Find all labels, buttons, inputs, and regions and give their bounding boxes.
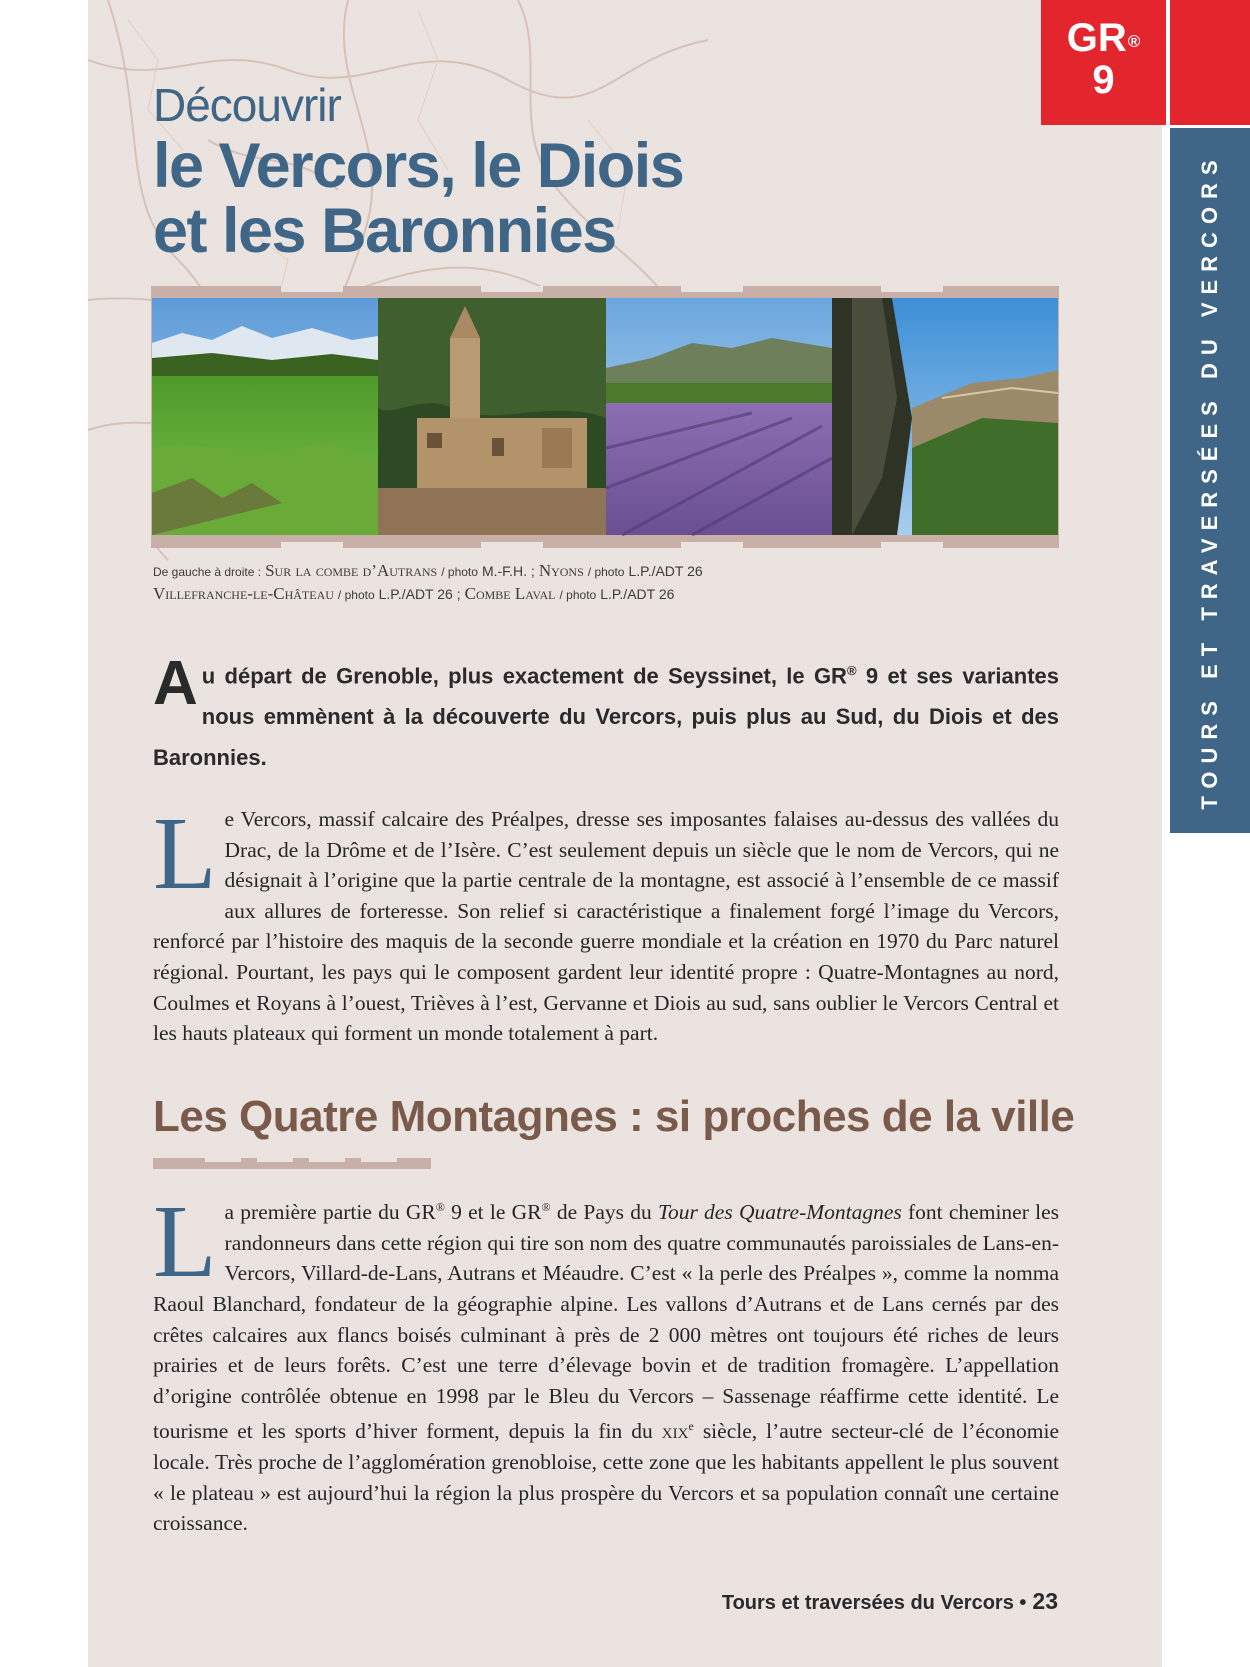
badge-gr: GR bbox=[1066, 16, 1127, 60]
caption-place-2: Nyons bbox=[538, 561, 584, 580]
photo-villefranche bbox=[606, 298, 832, 535]
caption-place-1: Sur la combe d’Autrans bbox=[265, 561, 438, 580]
paragraph2-italic-title: Tour des Quatre-Montagnes bbox=[657, 1200, 902, 1225]
footer-text: Tours et traversées du Vercors • bbox=[721, 1592, 1027, 1614]
paragraph2-text-b: 9 et le GR bbox=[444, 1200, 542, 1225]
caption-place-4: Combe Laval bbox=[464, 584, 556, 603]
title-line-2: et les Baronnies bbox=[153, 196, 616, 266]
paragraph2-text-e: siècle, l’autre secteur-clé de l’économie locale. Très proche de l’agglomération grenobloise, cette zone que les habitants appellent le plus souvent « le plateau » est aujourd’hui la région la plus prospère du Vercors et sa population connaît une certaine croissance. bbox=[153, 1419, 1059, 1536]
paragraph2-century: xix bbox=[661, 1419, 689, 1444]
paragraph-quatre-montagnes bbox=[153, 1184, 1059, 1539]
intro-registered: ® bbox=[846, 663, 857, 678]
caption-photo-label-3: / photo bbox=[337, 588, 375, 602]
paragraph2-text-c: de Pays du bbox=[550, 1200, 658, 1225]
section-rule bbox=[153, 1158, 431, 1169]
page-title bbox=[153, 131, 684, 266]
paragraph2-dropcap: L bbox=[153, 1184, 217, 1299]
intro-paragraph bbox=[153, 650, 1059, 778]
caption-photo-label-2: / photo bbox=[587, 565, 625, 579]
caption-photo-label-4: / photo bbox=[559, 588, 597, 602]
side-tab bbox=[1170, 128, 1250, 833]
title-kicker: Découvrir bbox=[153, 79, 341, 131]
section-heading-bold: Quatre Montagnes bbox=[239, 1092, 618, 1141]
section-heading-post: : si proches de la ville bbox=[617, 1092, 1075, 1141]
document-page bbox=[88, 0, 1222, 1667]
section-heading bbox=[153, 1092, 1074, 1142]
paragraph1-dropcap: L bbox=[153, 796, 217, 911]
photo-strip bbox=[152, 298, 1058, 535]
photo-combe-laval bbox=[832, 298, 1058, 535]
paragraph2-text-a: a première partie du GR bbox=[224, 1200, 436, 1225]
photo-caption bbox=[153, 560, 703, 606]
paragraph2-text-d: font cheminer les randonneurs dans cette région qui tire son nom des quatre communautés paroissiales de Lans-en-Vercors, Villard-de-Lans, Autrans et Méaudre. C’est « la perle des Préalpes », comme la nomma Raoul Blanchard, fondateur de la géographie alpine. Les vallons d’Autrans et de Lans cernés par des crêtes calcaires aux flancs boisés culminant à près de 2 000 mètres ont toujours été riches de leurs prairies et de leurs forêts. C’est une terre d’élevage bovin et de tradition fromagère. L’appellation d’origine contrôlée obtenue en 1998 par le Bleu du Vercors – Sassenage réaffirme cette identité. Le tourisme et les sports d’hiver forment, depuis la fin du bbox=[153, 1200, 1059, 1444]
caption-place-3: Villefranche-le-Château bbox=[153, 584, 334, 603]
title-line-1: le Vercors, le Diois bbox=[153, 131, 684, 201]
paragraph-vercors bbox=[153, 796, 1059, 1049]
paragraph2-registered-1: ® bbox=[435, 1200, 445, 1214]
page-footer bbox=[722, 1588, 1058, 1615]
photo-nyons bbox=[378, 298, 606, 535]
caption-intro: De gauche à droite : bbox=[153, 565, 262, 579]
gr9-badge bbox=[1041, 0, 1166, 125]
intro-text-1: u départ de Grenoble, plus exactement de Seyssinet, le GR bbox=[201, 663, 847, 689]
badge-registered: ® bbox=[1127, 32, 1141, 51]
paragraph2-century-sup: e bbox=[688, 1419, 694, 1434]
red-strip bbox=[1170, 0, 1250, 125]
caption-line-1 bbox=[153, 560, 703, 583]
caption-credit-3: L.P./ADT 26 ; bbox=[378, 586, 461, 602]
intro-dropcap: A bbox=[153, 649, 198, 718]
intro-text-2: 9 et ses variantes nous emmènent à la découverte du Vercors, puis plus au Sud, du Diois et des Baronnies. bbox=[153, 663, 1059, 771]
caption-credit-2: L.P./ADT 26 bbox=[628, 563, 703, 579]
section-heading-pre: Les bbox=[153, 1092, 240, 1141]
paragraph1-text: e Vercors, massif calcaire des Préalpes, dresse ses imposantes falaises au-dessus des vallées du Drac, de la Drôme et de l’Isère. C’est seulement depuis un siècle que le nom de Vercors, qui ne désignait à l’origine que la partie centrale de la montagne, est associé à l’ensemble de ce massif aux allures de forteresse. Son relief si caractéristique a finalement forgé l’image du Vercors, renforcé par l’histoire des maquis de la seconde guerre mondiale et la création en 1970 du Parc naturel régional. Pourtant, les pays qui le composent gardent leur identité propre : Quatre-Montagnes au nord, Coulmes et Royans à l’ouest, Trièves à l’est, Gervanne et Diois au sud, sans oublier le Vercors Central et les hauts plateaux qui forment un monde totalement à part. bbox=[153, 807, 1059, 1046]
page-number: 23 bbox=[1032, 1588, 1058, 1614]
side-tab-label: TOURS ET TRAVERSÉES DU VERCORS bbox=[1197, 151, 1222, 810]
caption-line-2 bbox=[153, 583, 703, 606]
badge-number: 9 bbox=[1092, 58, 1115, 102]
caption-photo-label-1: / photo bbox=[441, 565, 478, 579]
caption-credit-4: L.P./ADT 26 bbox=[600, 586, 675, 602]
photo-autrans bbox=[152, 298, 378, 535]
paragraph2-registered-2: ® bbox=[541, 1200, 551, 1214]
caption-credit-1: M.-F.H. ; bbox=[481, 563, 535, 579]
